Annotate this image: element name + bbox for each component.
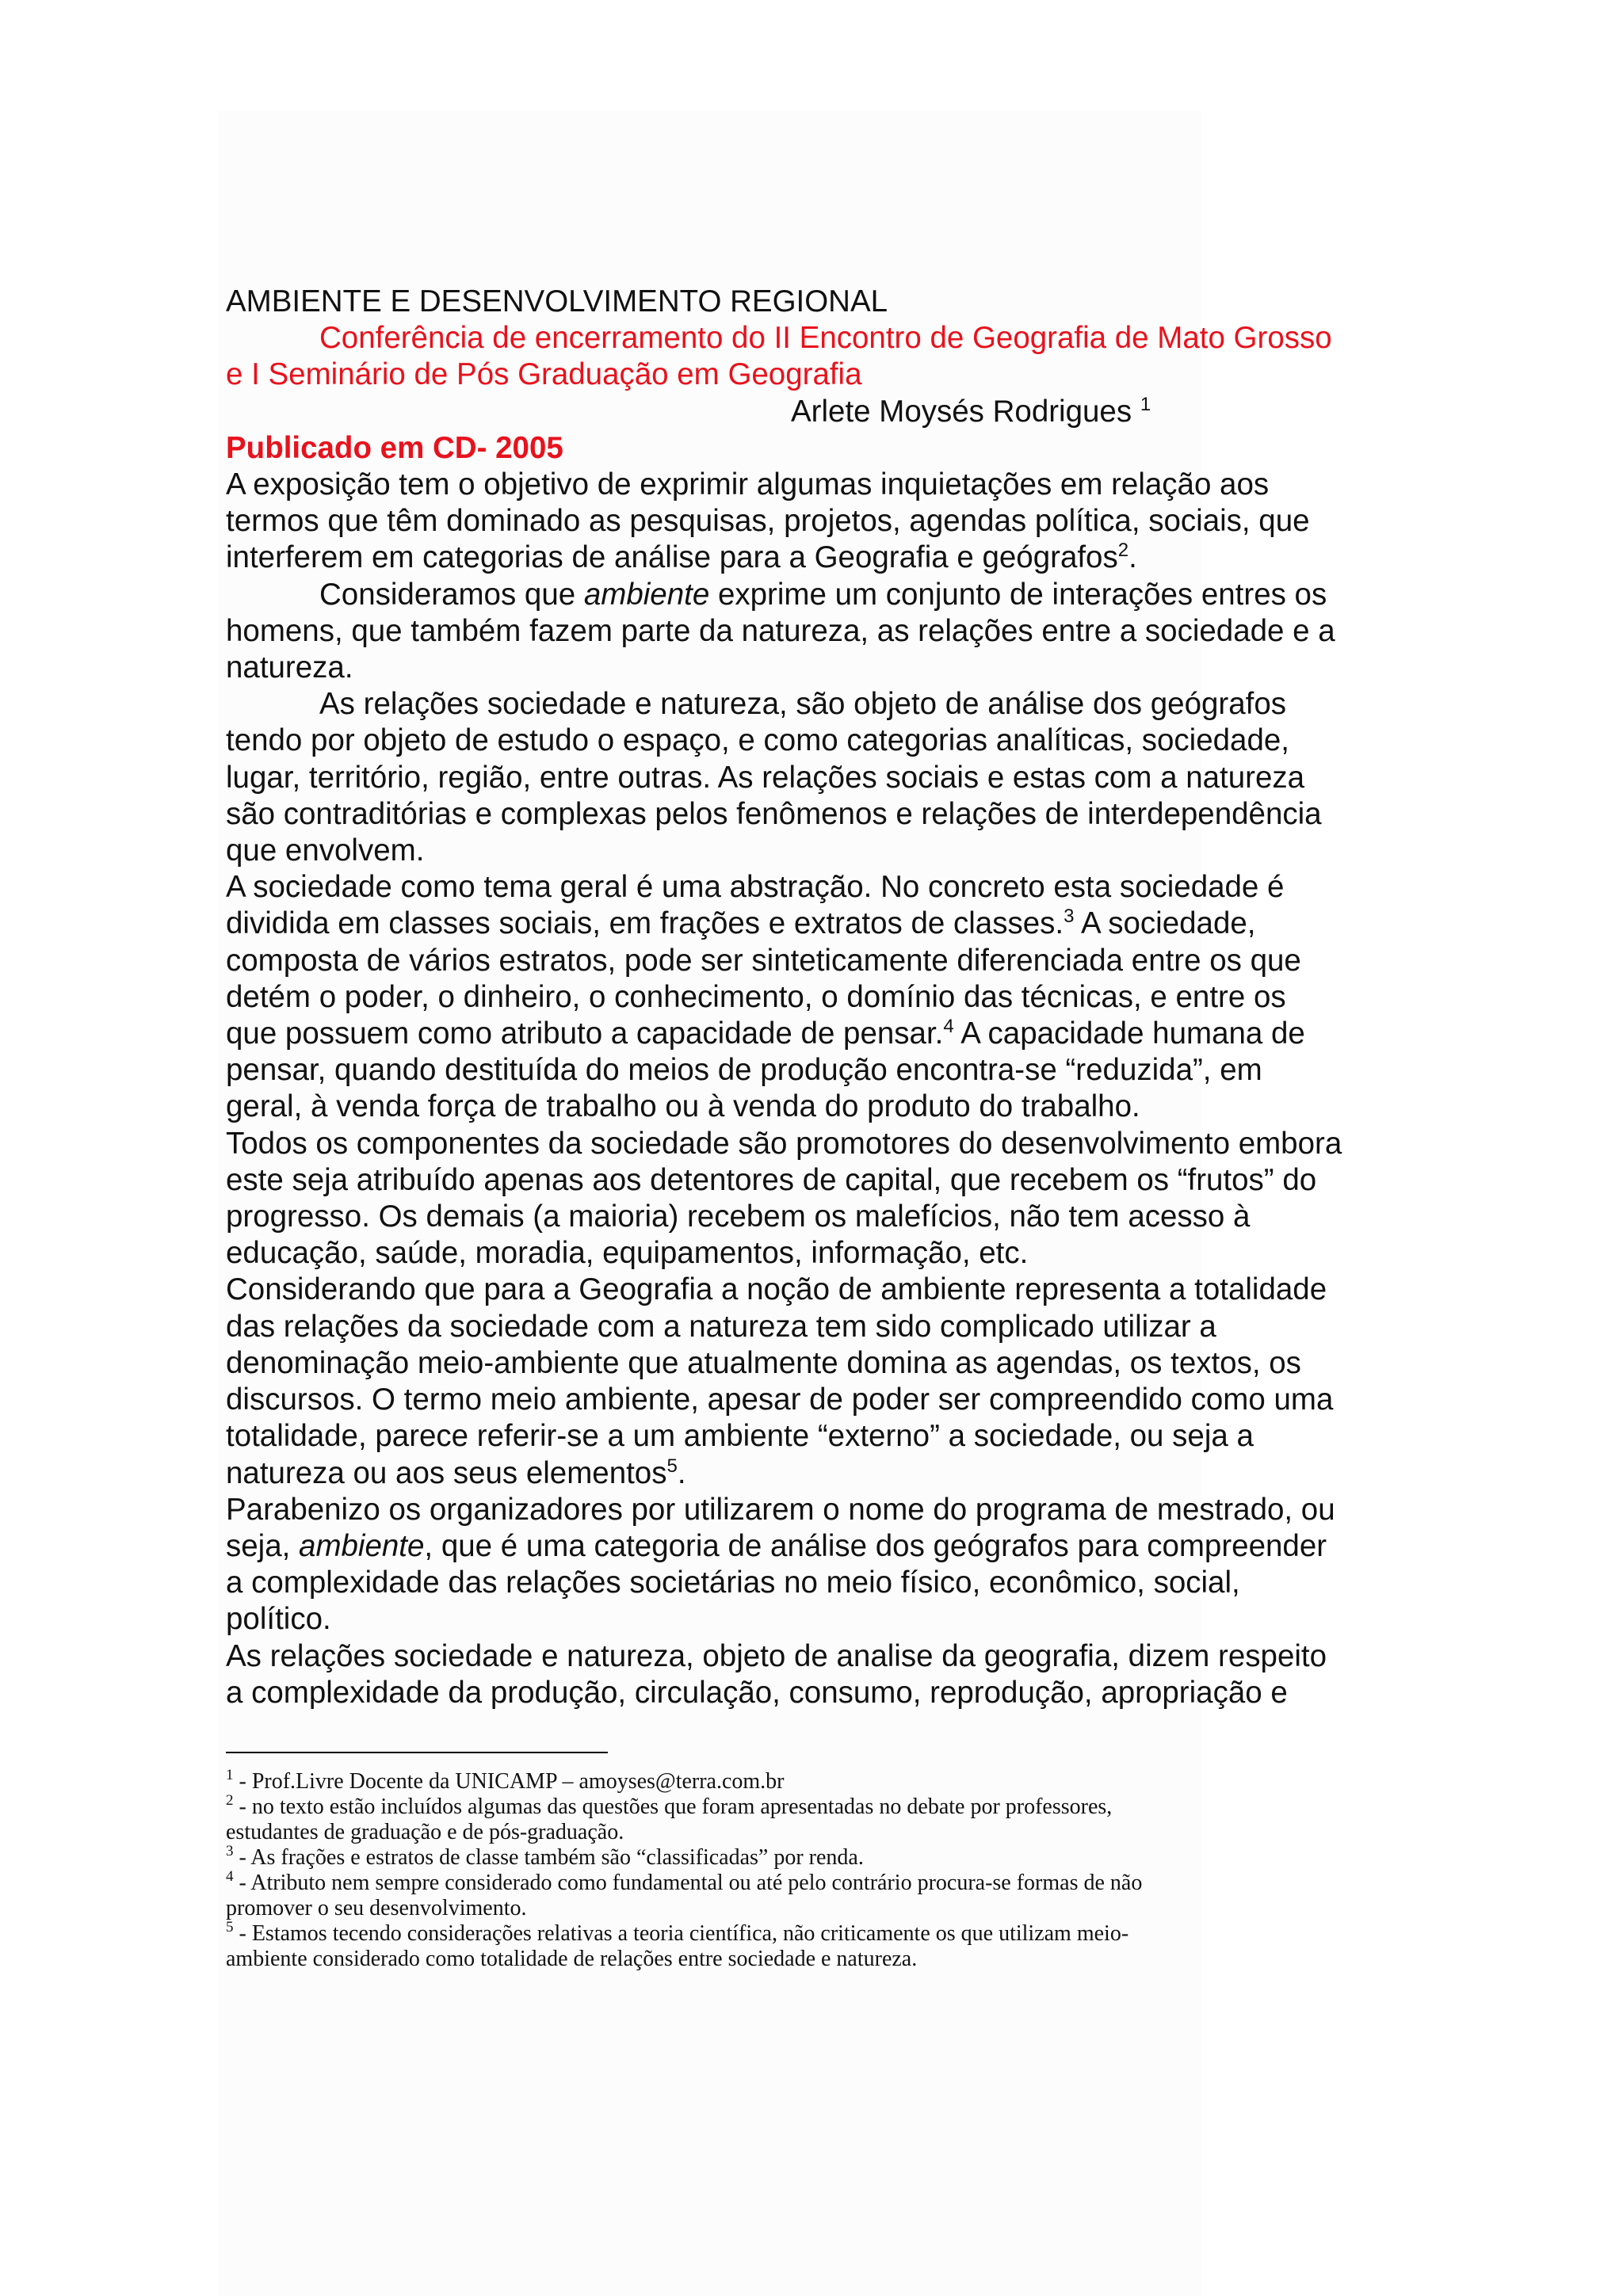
emphasis-ambiente: ambiente: [583, 577, 710, 612]
paragraph-4: A sociedade como tema geral é uma abstração. No concreto esta sociedade é dividida em classes sociais, em frações e extratos de classes.$^3$ A sociedade, composta de vários estratos, pode ser sinteticamente diferenciada entre os que detém o poder, o dinheiro, o conhecimento, o domínio das técnicas, e entre os que possuem como atributo a capacidade de pensar.$^4$ A capacidade humana de pensar, quando destituída do meios de produção encontra-se “reduzida”, em geral, à venda força de trabalho ou à venda do produto do trabalho.: [226, 870, 1305, 1124]
emphasis-ambiente-2: ambiente: [299, 1528, 425, 1563]
footnote-3: $^3$ - As frações e estratos de classe também são “classificadas” por renda.: [226, 1843, 864, 1870]
paragraph-2: Consideramos que ambiente exprime um conjunto de interações entres os homens, que também fazem parte da natureza, as relações entre a sociedade e a natureza.: [226, 577, 1335, 685]
paragraph-1: A exposição tem o objetivo de exprimir algumas inquietações em relação aos termos que têm dominado as pesquisas, projetos, agendas política, sociais, que interferem em categorias de análise para a Geografia e geógrafos$^2$.: [226, 467, 1310, 575]
conference-subtitle: Conferência de encerramento do II Encontro de Geografia de Mato Grosso e I Seminário de Pós Graduação em Geografia: [226, 321, 1332, 392]
footnote-1: $^1$ - Prof.Livre Docente da UNICAMP – amoyses@terra.com.br: [226, 1767, 785, 1794]
footnote-ref-5: 5: [666, 1455, 678, 1477]
document-body: [226, 284, 1415, 1711]
paragraph-7: Parabenizo os organizadores por utilizarem o nome do programa de mestrado, ou seja, ambiente, que é uma categoria de análise dos geógrafos para compreender a complexidade das relações societárias no meio físico, econômico, social, político.: [226, 1492, 1335, 1637]
paragraph-5: Todos os componentes da sociedade são promotores do desenvolvimento embora este seja atribuído apenas aos detentores de capital, que recebem os “frutos” do progresso. Os demais (a maioria) recebem os malefícios, não tem acesso à educação, saúde, moradia, equipamentos, informação, etc.: [226, 1126, 1342, 1271]
paragraph-6: Considerando que para a Geografia a noção de ambiente representa a totalidade das relações da sociedade com a natureza tem sido complicado utilizar a denominação meio-ambiente que atualmente domina as agendas, os textos, os discursos. O termo meio ambiente, apesar de poder ser compreendido como uma totalidade, parece referir-se a um ambiente “externo” a sociedade, ou seja a natureza ou aos seus elementos$^5$.: [226, 1272, 1334, 1490]
footnote-ref-4: 4: [943, 1016, 954, 1038]
paragraph-8: As relações sociedade e natureza, objeto de analise da geografia, dizem respeito a complexidade da produção, circulação, consumo, reprodução, apropriação e: [226, 1638, 1327, 1710]
footnote-ref-3: 3: [1064, 906, 1075, 928]
paragraph-3: As relações sociedade e natureza, são objeto de análise dos geógrafos tendo por objeto de estudo o espaço, e como categorias analíticas, sociedade, lugar, território, região, entre outras. As relações sociais e estas com a natureza são contraditórias e complexas pelos fenômenos e relações de interdependência que envolvem.: [226, 687, 1322, 868]
author-line: Arlete Moysés Rodrigues $^1$: [791, 393, 1151, 429]
footnote-5: $^5$ - Estamos tecendo considerações relativas a teoria científica, não criticamente os que utilizam meio- ambiente considerado como totalidade de relações entre sociedade e natureza.: [226, 1919, 1129, 1971]
footnote-ref-2: 2: [1117, 540, 1129, 562]
footnote-4: $^4$ - Atributo nem sempre considerado como fundamental ou até pelo contrário procura-se formas de não promover o seu desenvolvimento.: [226, 1868, 1143, 1920]
footnote-ref-1: 1: [1140, 393, 1151, 415]
footnote-2: $^2$ - no texto estão incluídos algumas das questões que foram apresentadas no debate por professores, estudantes de graduação e de pós-graduação.: [226, 1792, 1113, 1844]
footnotes: [226, 1769, 1415, 1972]
publication-note: Publicado em CD- 2005: [226, 430, 563, 465]
document-title: AMBIENTE E DESENVOLVIMENTO REGIONAL: [226, 284, 888, 318]
footnote-separator: [226, 1752, 608, 1753]
